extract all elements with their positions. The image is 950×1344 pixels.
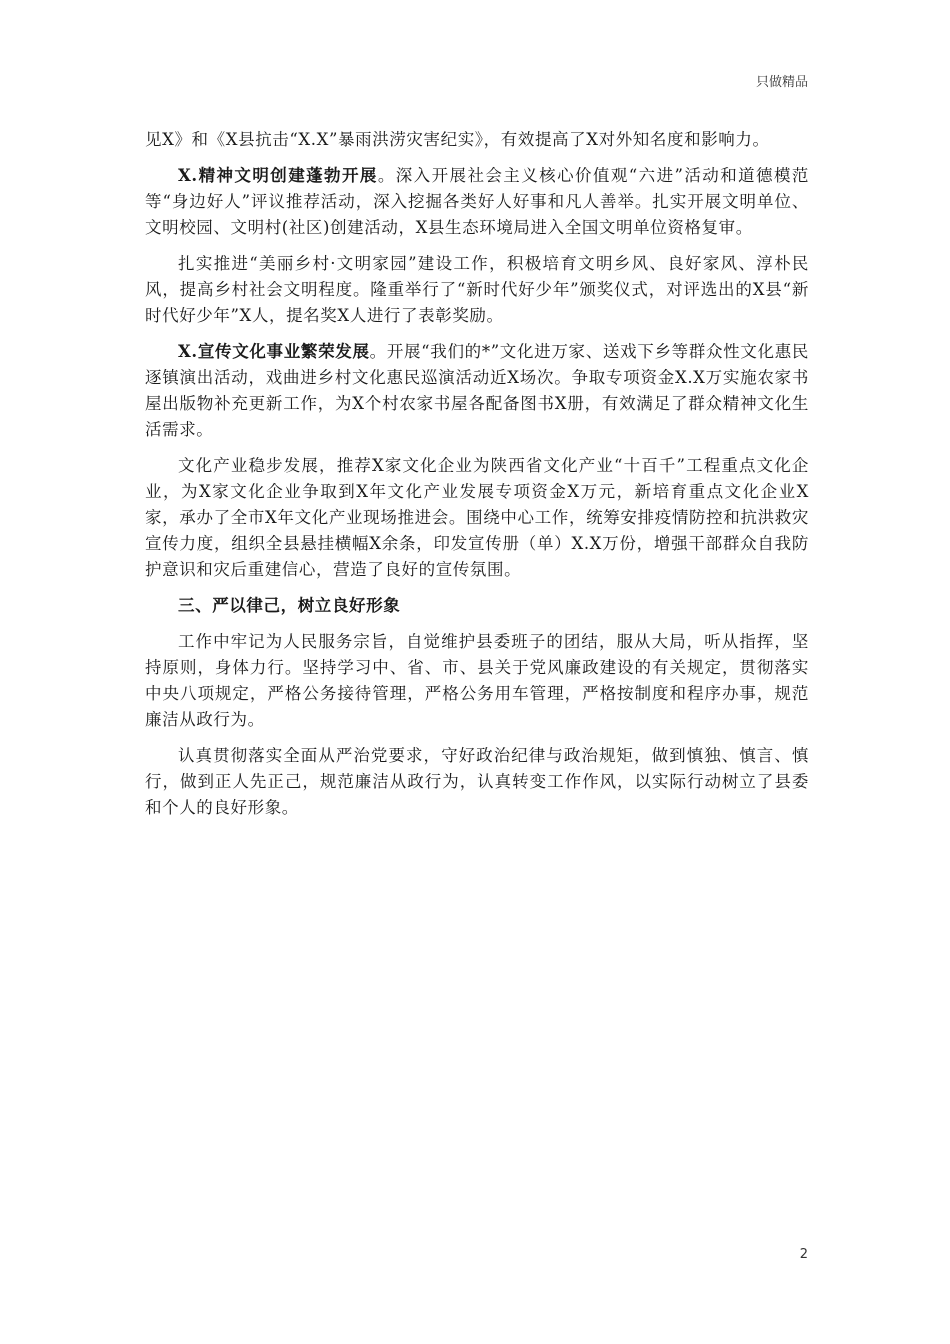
paragraph-lead: X.精神文明创建蓬勃开展 — [178, 166, 378, 185]
paragraph-text: 。深入开展社会主义核心价值观“六进”活动和道德模范等“身边好人”评议推荐活动，深入挖掘各类好人好事和凡人善举。扎实开展文明单位、文明校园、文明村(社区)创建活动，X县生态环境局进入全国文明单位资格复审。 — [145, 166, 809, 237]
document-body — [145, 127, 809, 831]
header-note: 只做精品 — [755, 75, 808, 90]
paragraph-party-governance — [145, 743, 809, 821]
paragraph-continuation — [145, 127, 809, 153]
paragraph-civilization — [145, 163, 809, 241]
paragraph-text: 文化产业稳步发展，推荐X家文化企业为陕西省文化产业“十百千”工程重点文化企业，为X家文化企业争取到X年文化产业发展专项资金X万元，新培育重点文化企业X家，承办了全市X年文化产业现场推进会。围绕中心工作，统筹安排疫情防控和抗洪救灾宣传力度，组织全县悬挂横幅X余条，印发宣传册（单）X.X万份，增强干部群众自我防护意识和灾后重建信心，营造了良好的宣传氛围。 — [145, 456, 809, 579]
paragraph-text: 。开展“我们的*”文化进万家、送戏下乡等群众性文化惠民逐镇演出活动，戏曲进乡村文化惠民巡演活动近X场次。争取专项资金X.X万实施农家书屋出版物补充更新工作，为X个村农家书屋各配备图书X册，有效满足了群众精神文化生活需求。 — [145, 342, 809, 439]
paragraph-text: 扎实推进“美丽乡村·文明家园”建设工作，积极培育文明乡风、良好家风、淳朴民风，提高乡村社会文明程度。隆重举行了“新时代好少年”颁奖仪式，对评选出的X县“新时代好少年”X人，提名奖X人进行了表彰奖励。 — [145, 254, 809, 325]
paragraph-text: 工作中牢记为人民服务宗旨，自觉维护县委班子的团结，服从大局，听从指挥，坚持原则，身体力行。坚持学习中、省、市、县关于党风廉政建设的有关规定，贯彻落实中央八项规定，严格公务接待管理，严格公务用车管理，严格按制度和程序办事，规范廉洁从政行为。 — [145, 632, 809, 729]
paragraph-text: 见X》和《X县抗击“X.X”暴雨洪涝灾害纪实》，有效提高了X对外知名度和影响力。 — [145, 130, 770, 149]
paragraph-text: 认真贯彻落实全面从严治党要求，守好政治纪律与政治规矩，做到慎独、慎言、慎行，做到正人先正己，规范廉洁从政行为，认真转变工作作风，以实际行动树立了县委和个人的良好形象。 — [145, 746, 809, 817]
paragraph-culture-industry — [145, 453, 809, 583]
section-heading: 三、严以律己，树立良好形象 — [178, 596, 401, 615]
paragraph-discipline — [145, 629, 809, 733]
paragraph-beautiful-village — [145, 251, 809, 329]
paragraph-lead: X.宣传文化事业繁荣发展 — [178, 342, 370, 361]
paragraph-culture-propaganda — [145, 339, 809, 443]
page-number: 2 — [799, 1247, 808, 1262]
